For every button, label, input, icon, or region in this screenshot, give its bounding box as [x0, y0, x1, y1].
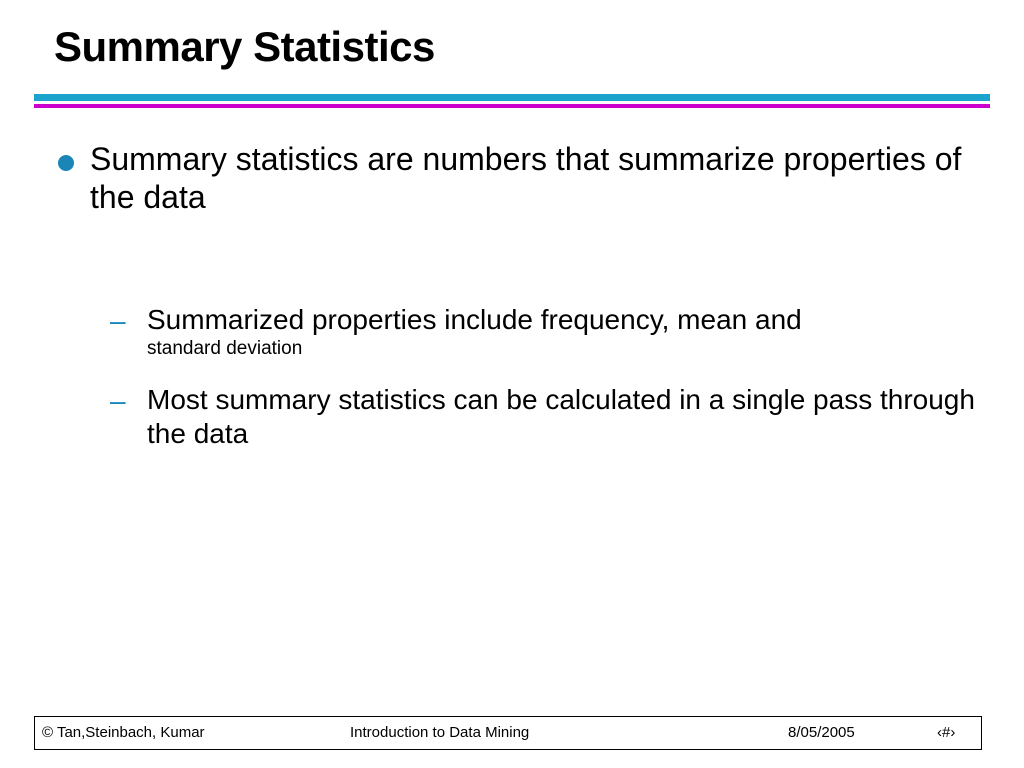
dash-icon: –: [110, 305, 126, 336]
slide-footer: [34, 716, 982, 750]
sub-bullet-text: Most summary statistics can be calculated in a single pass through the data: [147, 384, 975, 449]
footer-copyright: © Tan,Steinbach, Kumar: [42, 724, 205, 741]
slide-title: Summary Statistics: [54, 23, 435, 70]
footer-date: 8/05/2005: [788, 724, 855, 741]
footer-page-number: ‹#›: [937, 724, 956, 741]
bullet-dot-icon: [58, 155, 74, 171]
title-rule-magenta: [34, 104, 990, 108]
sub-bullet-text-small: standard deviation: [147, 338, 303, 359]
title-rule-cyan: [34, 94, 990, 101]
footer-course-title: Introduction to Data Mining: [350, 724, 530, 741]
bullet-text: Summary statistics are numbers that summarize properties of the data: [90, 141, 962, 215]
dash-icon: –: [110, 385, 126, 416]
sub-bullet-text-main: Summarized properties include frequency, mean and: [147, 304, 802, 335]
sub-bullet-text: [147, 303, 977, 361]
